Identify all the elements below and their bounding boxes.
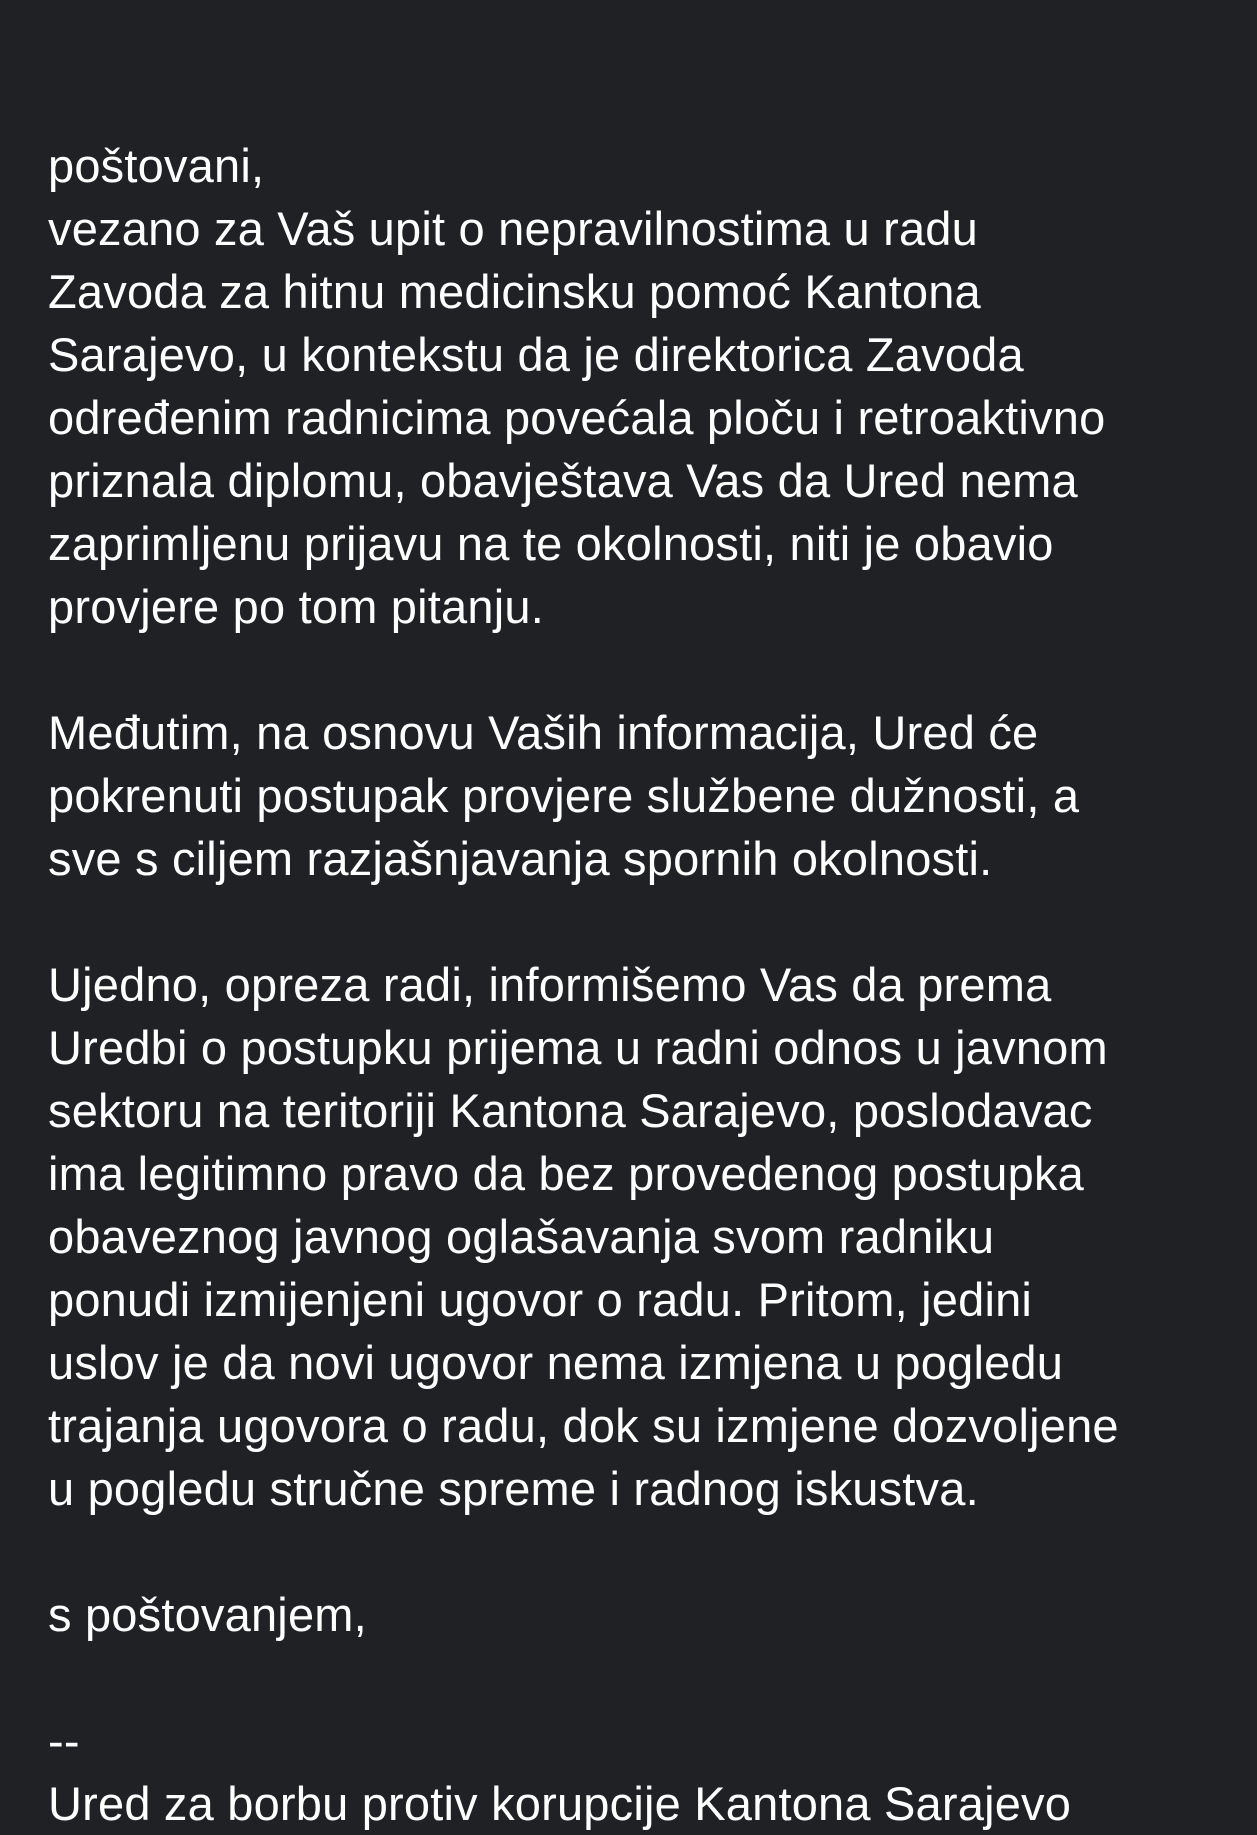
body-line: Međutim, na osnovu Vaših informacija, Ured će — [48, 706, 1039, 759]
body-line: obaveznog javnog oglašavanja svom radniku — [48, 1210, 995, 1263]
signature: Ured za borbu protiv korupcije Kantona Sarajevo — [48, 1777, 1072, 1830]
paragraph-1 — [48, 134, 1243, 638]
greeting: poštovani, — [48, 139, 265, 192]
body-line: vezano za Vaš upit o nepravilnostima u radu — [48, 202, 978, 255]
body-line: Uredbi o postupku prijema u radni odnos u javnom — [48, 1021, 1108, 1074]
body-line: provjere po tom pitanju. — [48, 580, 544, 633]
email-body — [48, 134, 1243, 1835]
body-line: određenim radnicima povećala ploču i retroaktivno — [48, 391, 1106, 444]
closing: s poštovanjem, — [48, 1588, 367, 1641]
body-line: zaprimljenu prijavu na te okolnosti, niti je obavio — [48, 517, 1054, 570]
body-line: ponudi izmijenjeni ugovor o radu. Pritom, jedini — [48, 1273, 1033, 1326]
signature-block — [48, 1709, 1243, 1835]
body-line: u pogledu stručne spreme i radnog iskustva. — [48, 1462, 979, 1515]
body-line: sektoru na teritoriji Kantona Sarajevo, poslodavac — [48, 1084, 1093, 1137]
body-line: trajanja ugovora o radu, dok su izmjene dozvoljene — [48, 1399, 1119, 1452]
body-line: ima legitimno pravo da bez provedenog postupka — [48, 1147, 1085, 1200]
body-line: Ujedno, opreza radi, informišemo Vas da prema — [48, 958, 1052, 1011]
body-line: priznala diplomu, obavještava Vas da Ured nema — [48, 454, 1078, 507]
paragraph-2 — [48, 701, 1243, 890]
signature-separator: -- — [48, 1714, 80, 1767]
paragraph-3 — [48, 953, 1243, 1520]
body-line: pokrenuti postupak provjere službene dužnosti, a — [48, 769, 1080, 822]
closing-block — [48, 1583, 1243, 1646]
body-line: Zavoda za hitnu medicinsku pomoć Kantona — [48, 265, 981, 318]
body-line: sve s ciljem razjašnjavanja spornih okolnosti. — [48, 832, 993, 885]
body-line: Sarajevo, u kontekstu da je direktorica Zavoda — [48, 328, 1024, 381]
body-line: uslov je da novi ugovor nema izmjena u pogledu — [48, 1336, 1064, 1389]
